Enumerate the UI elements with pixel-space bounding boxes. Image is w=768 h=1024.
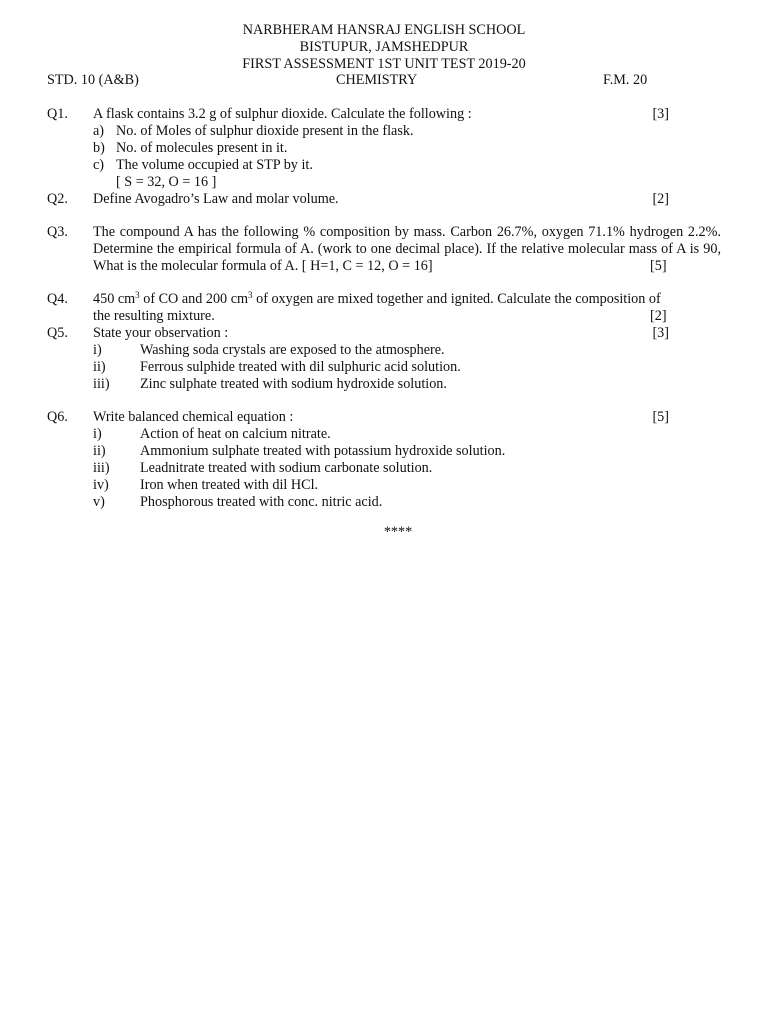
question-text: Write balanced chemical equation : (93, 409, 294, 425)
q6-item-text: Ammonium sulphate treated with potassium hydroxide solution. (140, 443, 506, 459)
q6-item-text: Leadnitrate treated with sodium carbonate solution. (140, 460, 433, 476)
question-text: A flask contains 3.2 g of sulphur dioxide. Calculate the following : (93, 106, 472, 122)
question-4-marks: [2] (650, 308, 667, 324)
school-location: BISTUPUR, JAMSHEDPUR (299, 39, 469, 55)
q5-item-text: Zinc sulphate treated with sodium hydroxide solution. (140, 376, 447, 392)
superscript: 3 (248, 290, 253, 300)
question-marks: [5] (652, 409, 669, 425)
part-text: No. of Moles of sulphur dioxide present in the flask. (116, 123, 414, 139)
q6-item-label: iv) (93, 477, 109, 493)
question-number: Q6. (47, 409, 68, 425)
q6-item-label: i) (93, 426, 102, 442)
question-marks: [2] (652, 191, 669, 207)
school-name: NARBHERAM HANSRAJ ENGLISH SCHOOL (242, 22, 526, 38)
subject-label: CHEMISTRY (336, 72, 418, 88)
q1-part-a (93, 123, 414, 140)
q1-part-b (93, 140, 287, 157)
part-text: No. of molecules present in it. (116, 140, 288, 156)
question-marks: [3] (652, 106, 669, 122)
question-number: Q2. (47, 191, 68, 207)
question-4-text (93, 291, 661, 308)
q6-item-text: Phosphorous treated with conc. nitric acid. (140, 494, 383, 510)
part-label: c) (93, 157, 105, 173)
question-number: Q1. (47, 106, 68, 122)
q5-item-label: i) (93, 342, 102, 358)
q6-item-label: iii) (93, 460, 110, 476)
q4-text-part: 450 cm (93, 291, 136, 307)
end-of-paper-stars: **** (383, 524, 413, 540)
question-number: Q5. (47, 325, 68, 341)
q4-text-part: of oxygen are mixed together and ignited. Calculate the composition of (252, 291, 661, 307)
full-marks-label: F.M. 20 (603, 72, 648, 88)
part-label: b) (93, 140, 105, 156)
q6-item-text: Iron when treated with dil HCl. (140, 477, 319, 493)
question-3-text (93, 224, 721, 274)
q1-given-values: [ S = 32, O = 16 ] (116, 174, 217, 190)
part-text: The volume occupied at STP by it. (116, 157, 313, 173)
q5-item-label: ii) (93, 359, 106, 375)
q6-item-text: Action of heat on calcium nitrate. (140, 426, 331, 442)
question-3-marks: [5] (650, 258, 667, 274)
question-4-number: Q4. (47, 291, 68, 307)
question-text: The compound A has the following % composition by mass. Carbon 26.7%, oxygen 71.1% hydrogen 2.2%. Determine the empirical formula of A. (work to one decimal place). If the relative molecular mass of A is 90, What is the molecular formula of A. [ H=1, C = 12, O = 16] (93, 224, 721, 274)
question-text: Define Avogadro’s Law and molar volume. (93, 191, 339, 207)
question-4-line-2: the resulting mixture. (93, 308, 215, 324)
part-label: a) (93, 123, 105, 139)
question-3-number: Q3. (47, 224, 68, 240)
q1-part-c (93, 157, 313, 174)
question-text: State your observation : (93, 325, 229, 341)
q5-item-text: Ferrous sulphide treated with dil sulphuric acid solution. (140, 359, 461, 375)
q5-item-text: Washing soda crystals are exposed to the atmosphere. (140, 342, 445, 358)
exam-title: FIRST ASSESSMENT 1ST UNIT TEST 2019-20 (242, 56, 526, 72)
question-marks: [3] (652, 325, 669, 341)
q6-item-label: v) (93, 494, 105, 510)
standard-label: STD. 10 (A&B) (47, 72, 139, 88)
q5-item-label: iii) (93, 376, 110, 392)
superscript: 3 (135, 290, 140, 300)
q4-text-part: of CO and 200 cm (139, 291, 249, 307)
q6-item-label: ii) (93, 443, 106, 459)
